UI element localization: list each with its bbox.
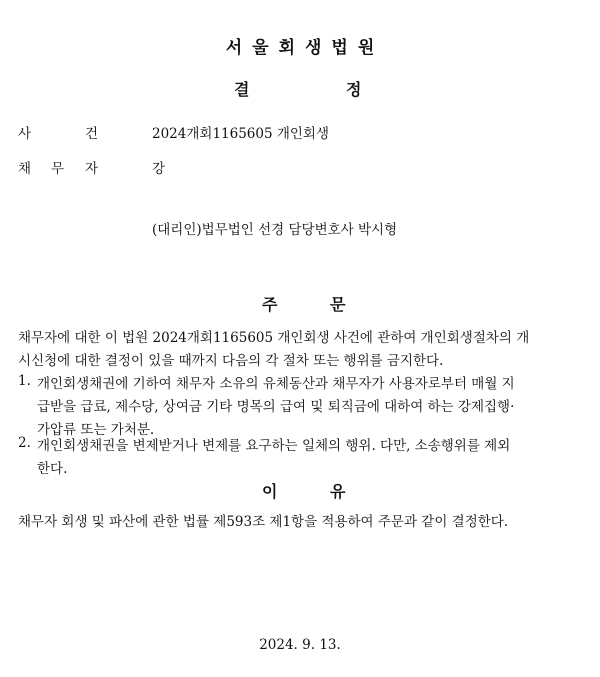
- debtor-label-char: 채: [18, 161, 32, 177]
- court-name: 서울회생법원: [225, 38, 385, 58]
- doc-type-char: 결: [234, 80, 250, 99]
- order-item-number: 2.: [18, 435, 31, 451]
- order-item-line: 개인회생채권에 기하여 채무자 소유의 유체동산과 채무자가 사용자로부터 매월 지: [37, 376, 515, 392]
- order-heading-char: 문: [330, 295, 346, 314]
- order-item-number: 1.: [18, 373, 31, 389]
- decision-date: 2024. 9. 13.: [259, 637, 341, 653]
- order-heading-char: 주: [262, 295, 278, 314]
- representative: (대리인)법무법인 선경 담당변호사 박시형: [152, 222, 398, 238]
- order-item-line: 급받을 급료, 제수당, 상여금 기타 명목의 급여 및 퇴직금에 대하여 하는 강제집행·: [37, 399, 515, 415]
- order-intro-line: 채무자에 대한 이 법원 2024개회1165605 개인회생 사건에 관하여 개인회생절차의 개: [18, 330, 530, 346]
- order-item-line: 한다.: [37, 461, 68, 477]
- case-label-char: 사: [18, 126, 32, 142]
- debtor-label-char: 무: [51, 161, 65, 177]
- order-item-line: 가압류 또는 가처분.: [37, 422, 155, 438]
- reason-heading-char: 유: [330, 482, 346, 501]
- order-intro-line: 시신청에 대한 결정이 있을 때까지 다음의 각 절차 또는 행위를 금지한다.: [18, 353, 444, 369]
- debtor-label-char: 자: [85, 161, 99, 177]
- order-item-line: 개인회생채권을 변제받거나 변제를 요구하는 일체의 행위. 다만, 소송행위를 제외: [37, 438, 511, 454]
- debtor-name: 강: [152, 161, 166, 177]
- case-number: 2024개회1165605 개인회생: [152, 126, 330, 142]
- doc-type-char: 정: [346, 80, 362, 99]
- case-label-char: 건: [85, 126, 99, 142]
- reason-text: 채무자 회생 및 파산에 관한 법률 제593조 제1항을 적용하여 주문과 같이 결정한다.: [18, 514, 509, 530]
- reason-heading-char: 이: [262, 482, 278, 501]
